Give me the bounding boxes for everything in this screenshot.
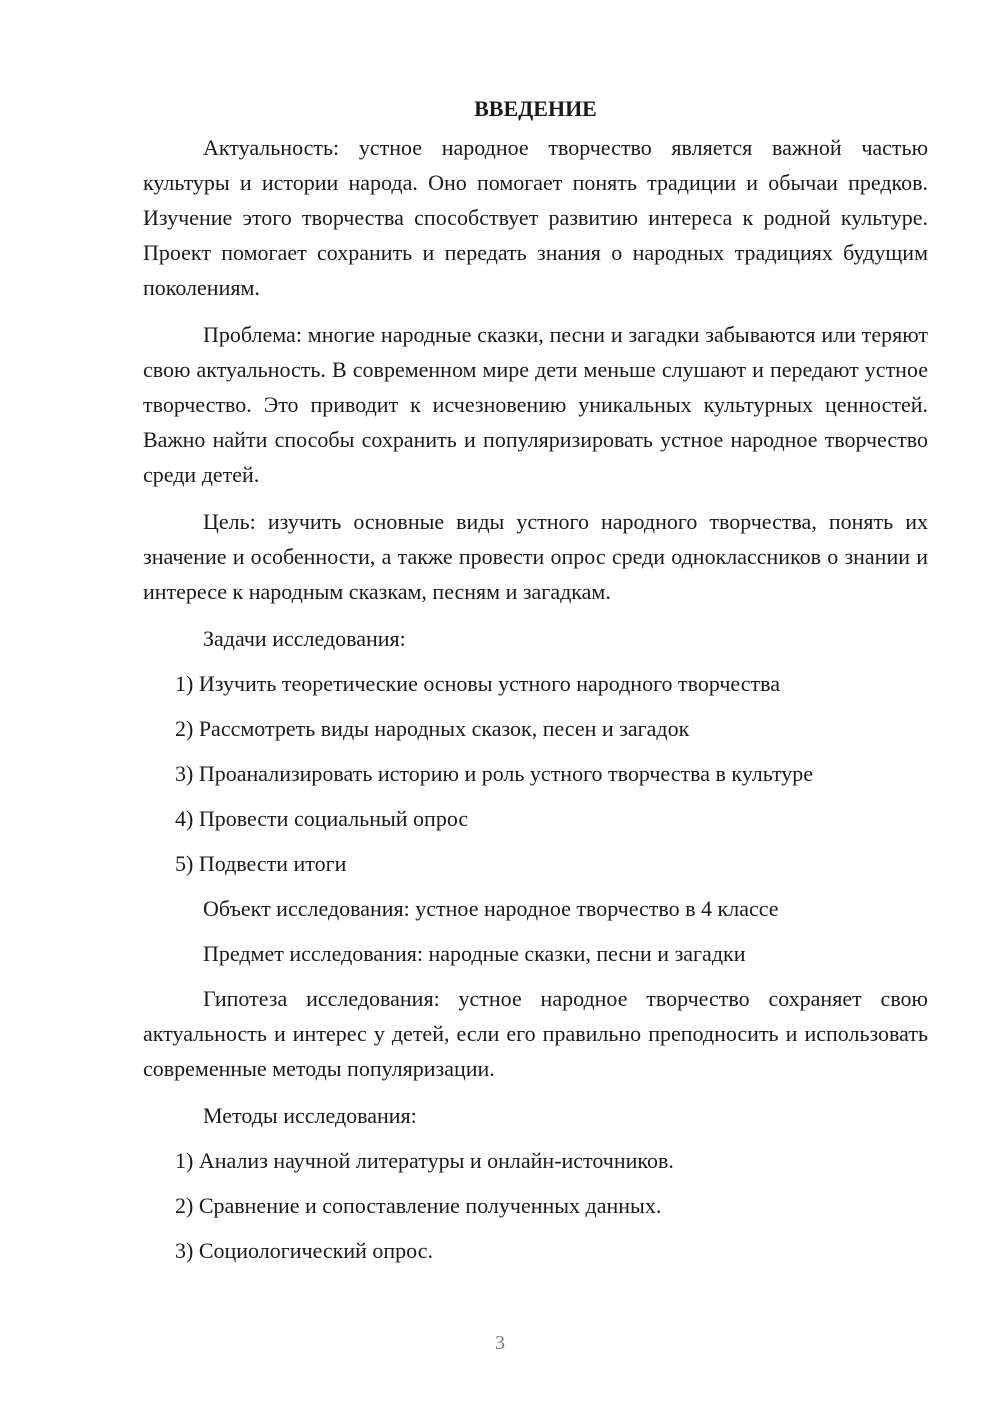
tasks-heading: Задачи исследования: — [203, 626, 406, 651]
research-object: Объект исследования: устное народное творчество в 4 классе — [203, 896, 779, 921]
task-item-3: 3) Проанализировать историю и роль устного творчества в культуре — [175, 761, 814, 786]
methods-heading: Методы исследования: — [203, 1103, 417, 1128]
paragraph-hypothesis: Гипотеза исследования: устное народное творчество сохраняет свою актуальность и интерес у детей, если его правильно преподносить и использовать современные методы популяризации. — [143, 986, 928, 1081]
paragraph-goal: Цель: изучить основные виды устного народного творчества, понять их значение и особенности, а также провести опрос среди одноклассников о знании и интересе к народным сказкам, песням и загадкам. — [143, 509, 928, 604]
task-item-4: 4) Провести социальный опрос — [175, 806, 469, 831]
method-item-1: 1) Анализ научной литературы и онлайн-источников. — [175, 1148, 674, 1173]
research-subject: Предмет исследования: народные сказки, песни и загадки — [203, 941, 746, 966]
paragraph-problem: Проблема: многие народные сказки, песни и загадки забываются или теряют свою актуальность. В современном мире дети меньше слушают и передают устное творчество. Это приводит к исчезновению уникальных культурных ценностей. Важно найти способы сохранить и популяризировать устное народное творчество среди детей. — [143, 322, 928, 487]
paragraph-actuality: Актуальность: устное народное творчество является важной частью культуры и истории народа. Оно помогает понять традиции и обычаи предков. Изучение этого творчества способствует развитию интереса к родной культуре. Проект помогает сохранить и передать знания о народных традициях будущим поколениям. — [143, 135, 928, 300]
task-item-2: 2) Рассмотреть виды народных сказок, песен и загадок — [175, 716, 690, 741]
document-page — [143, 92, 928, 1278]
method-item-3: 3) Социологический опрос. — [175, 1238, 433, 1263]
task-item-5: 5) Подвести итоги — [175, 851, 347, 876]
method-item-2: 2) Сравнение и сопоставление полученных данных. — [175, 1193, 662, 1218]
page-number: 3 — [495, 1332, 505, 1354]
task-item-1: 1) Изучить теоретические основы устного народного творчества — [175, 671, 780, 696]
page-title: ВВЕДЕНИЕ — [474, 96, 597, 121]
